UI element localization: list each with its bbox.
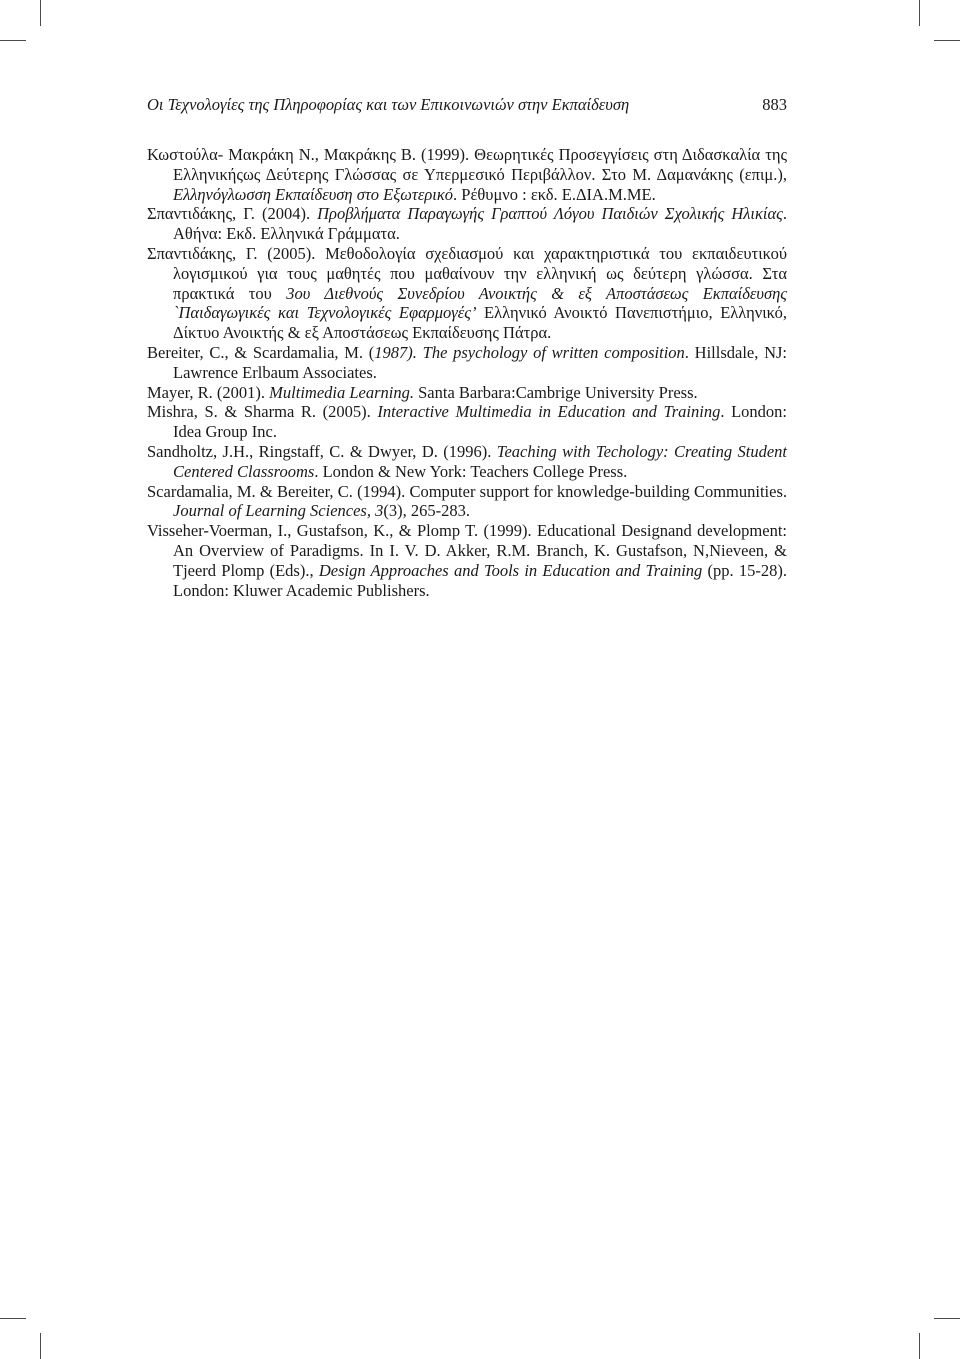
reference-entry: Scardamalia, M. & Bereiter, C. (1994). Computer support for knowledge-building Communities. Journal of Learning Sciences, 3(3), 265-283. [147,481,787,521]
reference-entry: Κωστούλα- Μακράκη Ν., Μακράκης Β. (1999). Θεωρητικές Προσεγγίσεις στη Διδασκαλία της Ελληνικήςως Δεύτερης Γλώσσας σε Υπερμεσικό Περιβάλλον. Στο Μ. Δαμανάκης (επιμ.), Ελληνόγλωσση Εκπαίδευση στο Εξωτερικό. Ρέθυμνο : εκδ. Ε.ΔΙΑ.Μ.ΜΕ. [147,145,787,204]
reference-entry: Bereiter, C., & Scardamalia, M. (1987). The psychology of written composition. Hillsdale, NJ: Lawrence Erlbaum Associates. [147,342,787,382]
crop-mark-bottom-left-v [40,1333,41,1359]
reference-entry: Mayer, R. (2001). Multimedia Learning. Santa Barbara:Cambrige University Press. [147,382,698,402]
running-title: Οι Τεχνολογίες της Πληροφορίας και των Επικοινωνιών στην Εκπαίδευση [147,95,630,114]
reference-entry: Visseher-Voerman, I., Gustafson, K., & Plomp T. (1999). Educational Designand development: An Overview of Paradigms. In I. V. D. Akker, R.M. Branch, K. Gustafson, N,Nieveen, & Tjeerd Plomp (Eds)., Design Approaches and Tools in Education and Training (pp. 15-28). London: Kluwer Academic Publishers. [147,521,787,600]
reference-list [147,145,787,600]
crop-mark-top-left-h [0,40,26,41]
running-header [147,94,787,116]
reference-entry: Sandholtz, J.H., Ringstaff, C. & Dwyer, D. (1996). Teaching with Techology: Creating Student Centered Classrooms. London & New York: Teachers College Press. [147,441,787,481]
crop-mark-bottom-right-v [919,1333,920,1359]
crop-mark-top-right-v [919,0,920,26]
crop-mark-top-right-h [934,40,960,41]
crop-mark-bottom-left-h [0,1318,26,1319]
crop-mark-top-left-v [40,0,41,26]
reference-entry: Mishra, S. & Sharma R. (2005). Interactive Multimedia in Education and Training. London: Idea Group Inc. [147,402,787,442]
crop-mark-bottom-right-h [934,1318,960,1319]
reference-entry: Σπαντιδάκης, Γ. (2005). Μεθοδολογία σχεδιασμού και χαρακτηριστικά του εκπαιδευτικού λογισμικού για τους μαθητές που μαθαίνουν την ελληνική ως δεύτερη γλώσσα. Στα πρακτικά του 3ου Διεθνούς Συνεδρίου Ανοικτής & εξ Αποστάσεως Εκπαίδευσης `Παιδαγωγικές και Τεχνολογικές Εφαρμογές’ Ελληνικό Ανοικτό Πανεπιστήμιο, Ελληνικό, Δίκτυο Ανοικτής & εξ Αποστάσεως Εκπαίδευσης Πάτρα. [147,243,787,343]
reference-entry: Σπαντιδάκης, Γ. (2004). Προβλήματα Παραγωγής Γραπτού Λόγου Παιδιών Σχολικής Ηλικίας. Αθήνα: Εκδ. Ελληνικά Γράμματα. [147,204,787,244]
page-number: 883 [762,95,787,114]
